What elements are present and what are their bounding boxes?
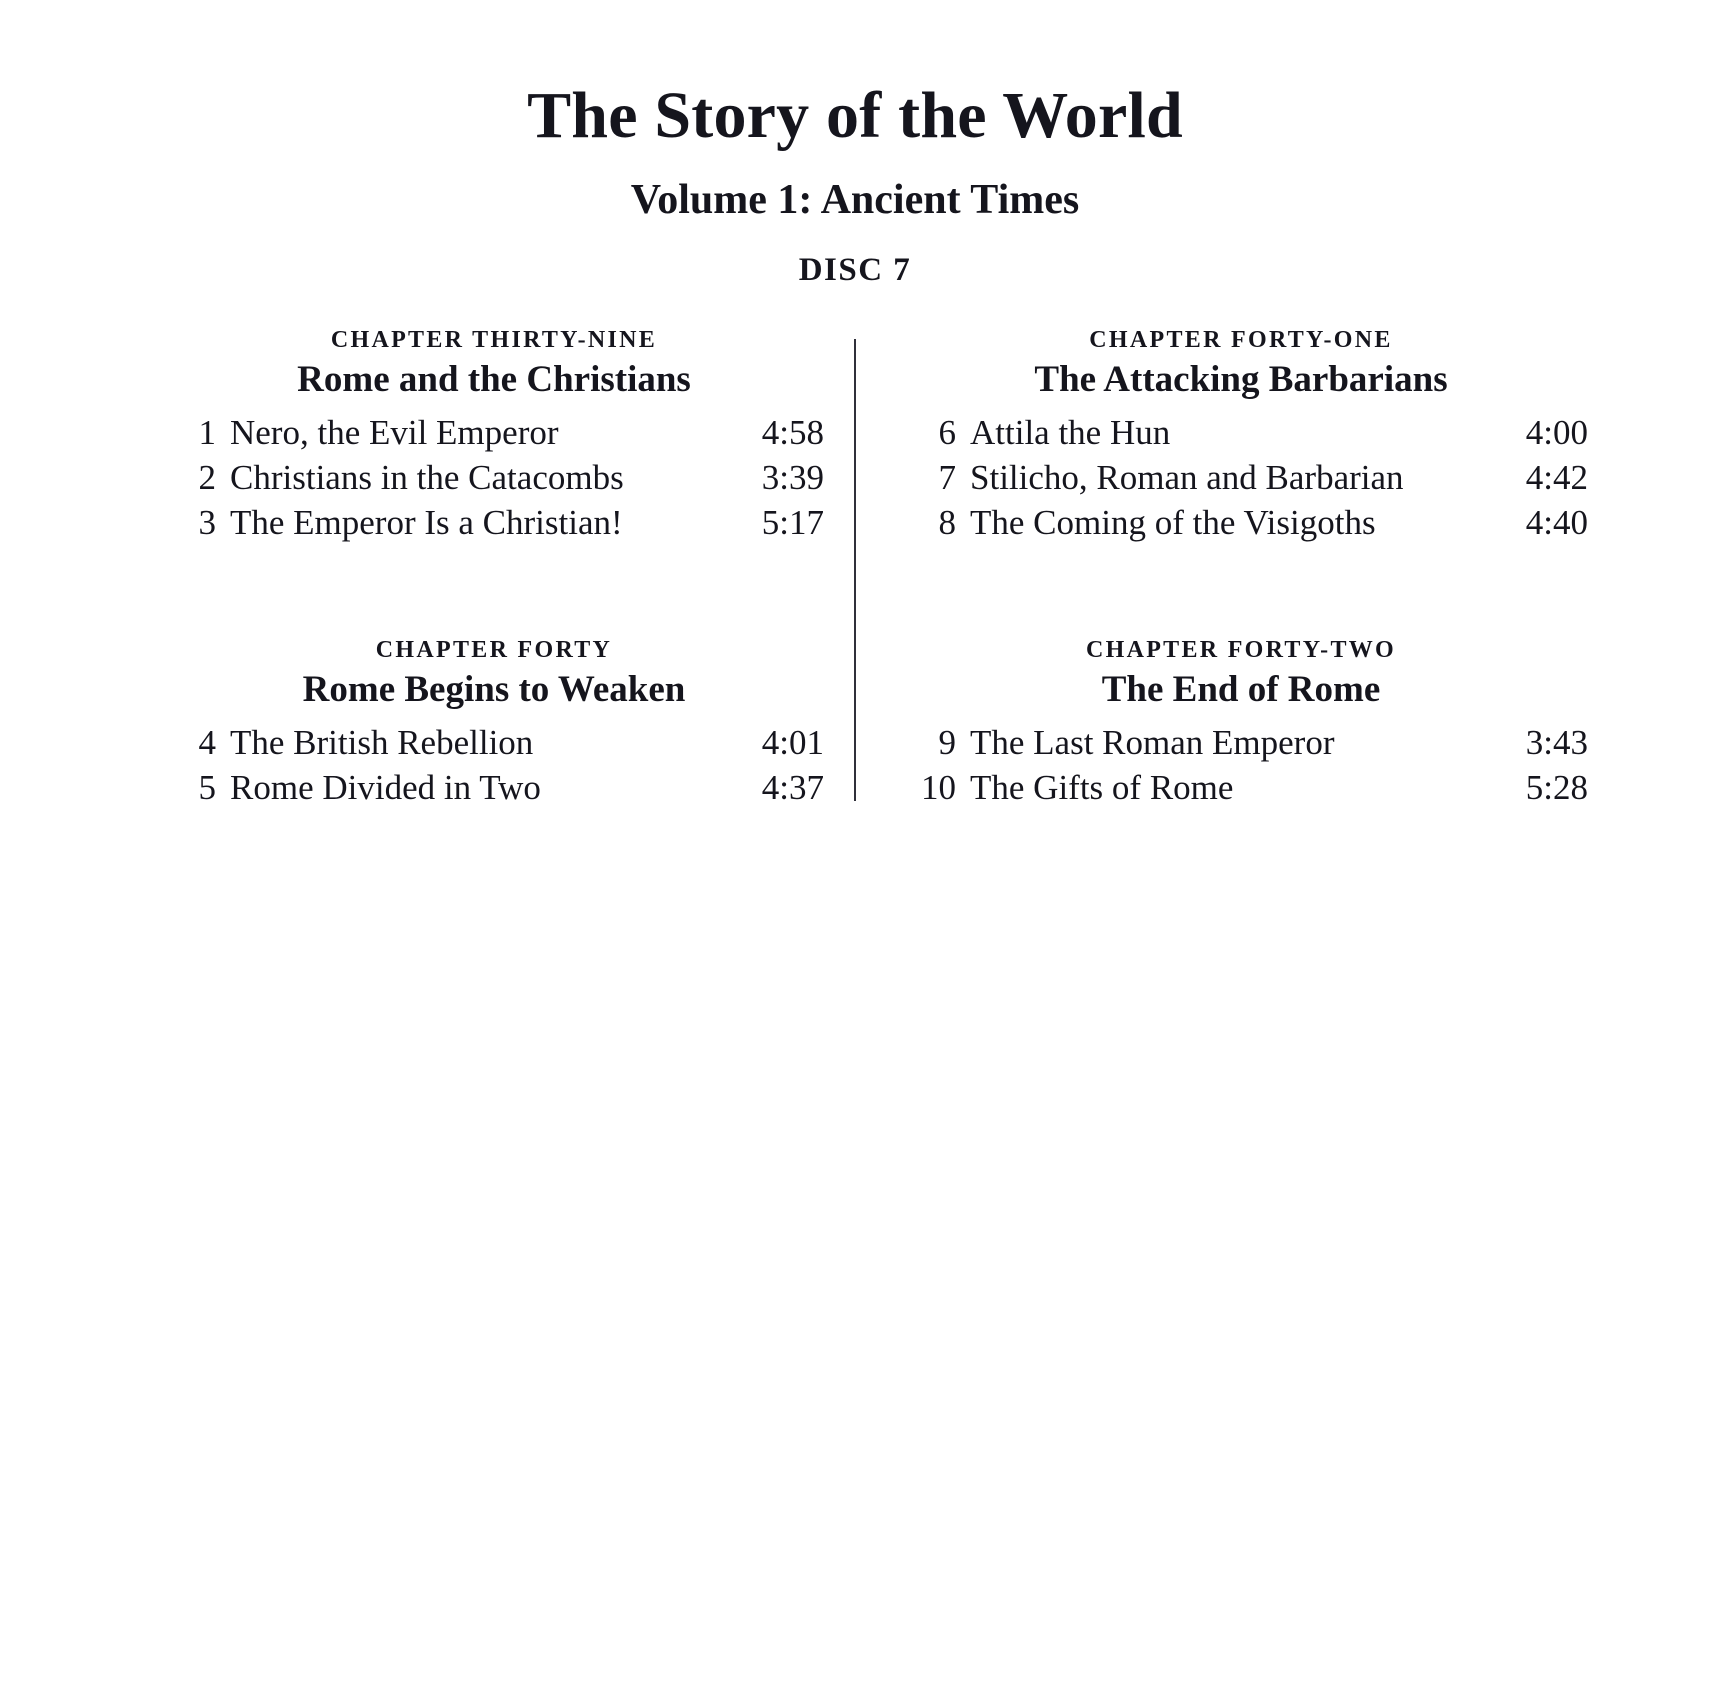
track-title: The British Rebellion <box>230 723 534 763</box>
track-number: 4 <box>198 723 216 763</box>
track-number: 8 <box>938 502 956 542</box>
track-title: The Coming of the Visigoths <box>970 502 1376 542</box>
track-title: The Last Roman Emperor <box>970 723 1335 763</box>
track-list <box>164 721 824 811</box>
track-title: Christians in the Catacombs <box>230 457 624 497</box>
track-row <box>164 456 824 501</box>
track-number: 10 <box>921 768 956 808</box>
track-listing <box>0 327 1710 811</box>
track-duration: 5:17 <box>761 502 824 542</box>
track-row <box>894 766 1588 811</box>
chapter-section <box>164 327 824 545</box>
chapter-number-label: CHAPTER THIRTY-NINE <box>330 327 658 353</box>
track-number: 7 <box>938 457 956 497</box>
track-title: Stilicho, Roman and Barbarian <box>970 457 1404 497</box>
track-row <box>894 501 1588 546</box>
chapter-number-label: CHAPTER FORTY-ONE <box>1089 327 1393 353</box>
track-list <box>894 721 1588 811</box>
page-title: The Story of the World <box>527 79 1183 152</box>
track-duration: 3:39 <box>761 457 824 497</box>
chapter-title: The Attacking Barbarians <box>1034 359 1448 400</box>
track-duration: 5:28 <box>1525 768 1588 808</box>
track-number: 1 <box>198 413 216 452</box>
track-row <box>164 501 824 546</box>
track-number: 3 <box>198 502 216 542</box>
track-duration: 4:42 <box>1525 457 1588 497</box>
track-row <box>894 456 1588 501</box>
track-list <box>894 411 1588 545</box>
chapter-section <box>164 637 824 811</box>
track-duration: 4:00 <box>1525 413 1588 452</box>
track-duration: 4:01 <box>761 723 824 763</box>
track-duration: 4:40 <box>1525 502 1588 542</box>
chapter-title: Rome Begins to Weaken <box>302 669 686 711</box>
chapter-title: The End of Rome <box>1101 669 1381 711</box>
track-duration: 3:43 <box>1525 723 1588 763</box>
track-row <box>164 411 824 456</box>
track-row <box>894 411 1588 456</box>
track-duration: 4:37 <box>761 768 824 808</box>
track-list <box>164 411 824 545</box>
track-title: Nero, the Evil Emperor <box>230 413 559 452</box>
disc-label: DISC 7 <box>798 252 912 288</box>
volume-subtitle: Volume 1: Ancient Times <box>630 177 1080 223</box>
track-title: Rome Divided in Two <box>230 768 541 808</box>
track-number: 6 <box>938 413 956 452</box>
chapter-number-label: CHAPTER FORTY-TWO <box>1085 637 1397 664</box>
track-title: Attila the Hun <box>970 413 1171 452</box>
track-number: 5 <box>198 768 216 808</box>
chapter-section <box>894 637 1588 811</box>
chapter-number-label: CHAPTER FORTY <box>375 637 613 664</box>
chapter-title: Rome and the Christians <box>297 359 691 400</box>
track-title: The Gifts of Rome <box>970 768 1234 808</box>
left-column <box>94 327 854 811</box>
track-row <box>164 721 824 766</box>
track-row <box>894 721 1588 766</box>
track-row <box>164 766 824 811</box>
chapter-section <box>894 327 1588 545</box>
track-duration: 4:58 <box>761 413 824 452</box>
track-title: The Emperor Is a Christian! <box>230 502 623 542</box>
track-number: 9 <box>938 723 956 763</box>
track-number: 2 <box>198 457 216 497</box>
right-column <box>856 327 1616 811</box>
